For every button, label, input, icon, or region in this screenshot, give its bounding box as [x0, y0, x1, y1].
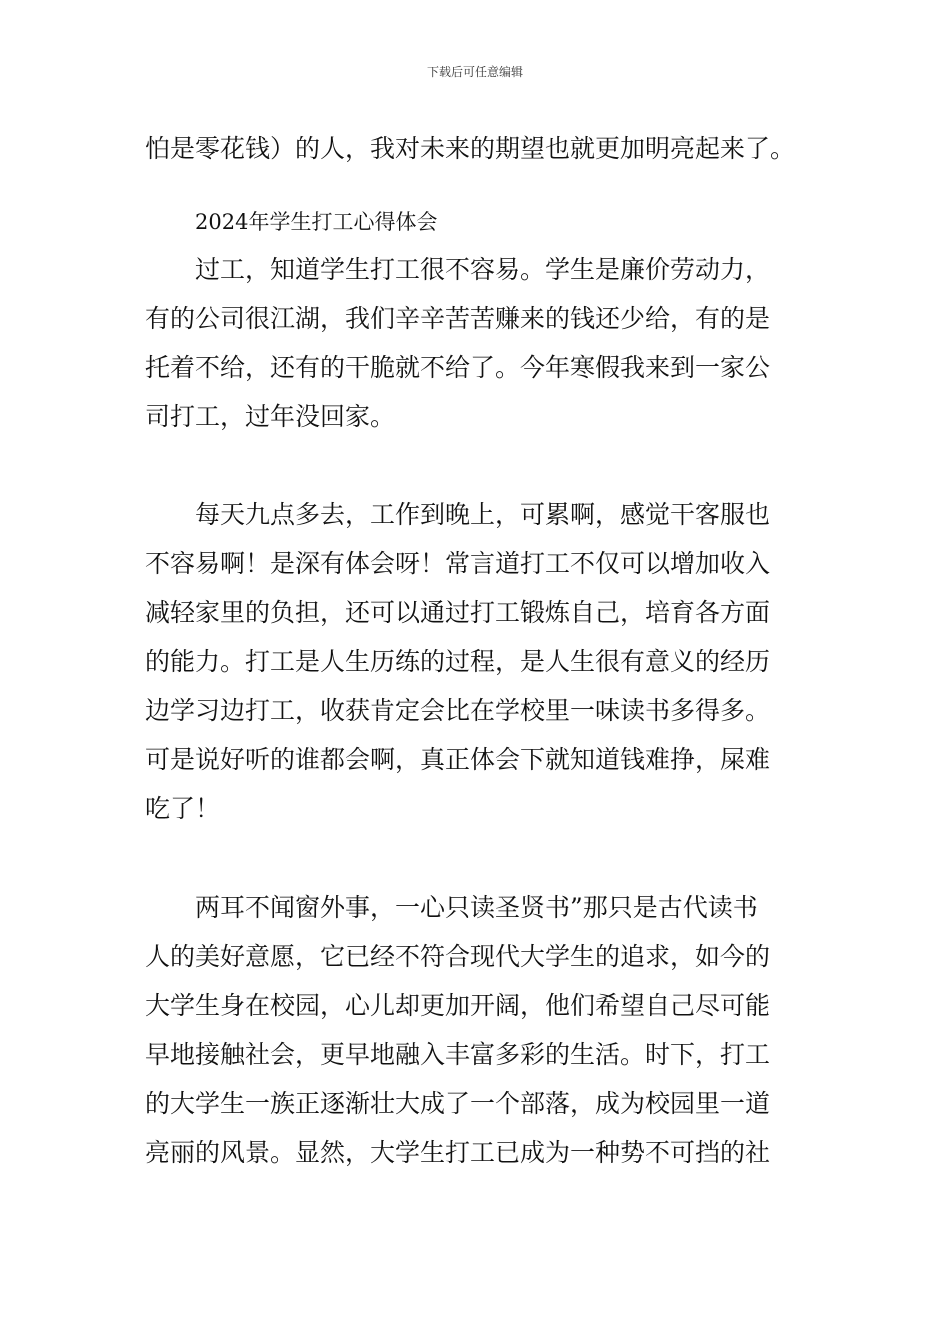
text-line: 托着不给，还有的干脆就不给了。今年寒假我来到一家公 [145, 353, 771, 382]
text-line: 吃了！ [145, 794, 221, 823]
text-line: 怕是零花钱）的人，我对未来的期望也就更加明亮起来了。 [145, 134, 796, 163]
text-line: 人的美好意愿，它已经不符合现代大学生的追求，如今的 [145, 942, 771, 971]
text-line: 可是说好听的谁都会啊，真正体会下就知道钱难挣，屎难 [145, 745, 771, 774]
text-line: 有的公司很江湖，我们辛辛苦苦赚来的钱还少给，有的是 [145, 304, 771, 333]
header-note: 下载后可任意编辑 [426, 65, 523, 79]
text-line: 的大学生一族正逐渐壮大成了一个部落，成为校园里一道 [145, 1089, 771, 1118]
text-line: 减轻家里的负担，还可以通过打工锻炼自己，培育各方面 [145, 598, 771, 627]
text-line: 大学生身在校园，心儿却更加开阔，他们希望自己尽可能 [145, 991, 771, 1020]
text-line: 的能力。打工是人生历练的过程，是人生很有意义的经历 [145, 647, 771, 676]
text-line: 边学习边打工，收获肯定会比在学校里一味读书多得多。 [145, 696, 771, 725]
text-line: 亮丽的风景。显然，大学生打工已成为一种势不可挡的社 [145, 1138, 771, 1167]
text-line: 不容易啊！是深有体会呀！常言道打工不仅可以增加收入 [145, 549, 771, 578]
text-line: 过工，知道学生打工很不容易。学生是廉价劳动力， [195, 255, 771, 284]
text-line: 早地接触社会，更早地融入丰富多彩的生活。时下，打工 [145, 1040, 771, 1069]
text-line: 司打工，过年没回家。 [145, 402, 396, 431]
text-line: 每天九点多去，工作到晚上，可累啊，感觉干客服也 [195, 500, 771, 529]
text-line: 两耳不闻窗外事，一心只读圣贤书”那只是古代读书 [195, 893, 758, 922]
section-title: 2024年学生打工心得体会 [195, 210, 438, 234]
